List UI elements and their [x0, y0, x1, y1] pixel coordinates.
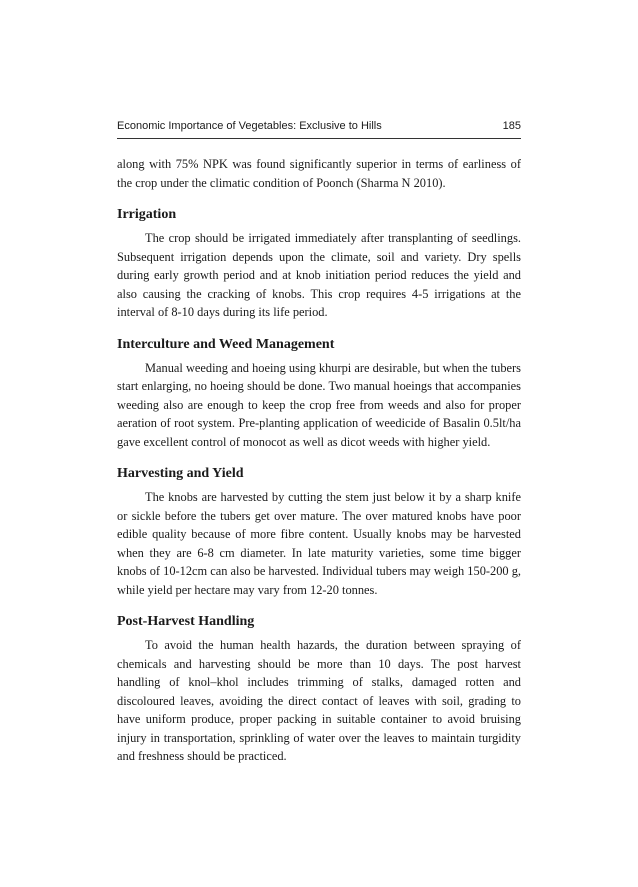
page-body: [117, 155, 521, 766]
irrigation-paragraph: The crop should be irrigated immediately after transplanting of seedlings. Subsequent irrigation depends upon the climate, soil and variety. Dry spells during early growth period and at knob initiation period reduces the yield and also causing the cracking of knobs. This crop requires 4-5 irrigations at the interval of 8-10 days during its life period.: [117, 231, 521, 319]
header-rule: [117, 138, 521, 139]
page-number: 185: [502, 120, 521, 132]
irrigation-heading: Irrigation: [117, 207, 177, 222]
interculture-paragraph: Manual weeding and hoeing using khurpi are desirable, but when the tubers start enlarging, no hoeing should be done. Two manual hoeings that accompanies weeding also are enough to keep the crop free from weeds and also for proper aeration of root system. Pre-planting application of weedicide of Basalin 0.5lt/ha gave excellent control of monocot as well as dicot weeds with higher yield.: [117, 360, 521, 449]
postharvest-paragraph: To avoid the human health hazards, the duration between spraying of chemicals and harvesting should be more than 10 days. The post harvest handling of knol–khol includes trimming of stalks, damaged rotten and discoloured leaves, avoiding the direct contact of leaves with soil, grading to have uniform produce, proper packing in suitable container to avoid bruising injury in transportation, sprinkling of water over the leaves to maintain turgidity and freshness should be practiced.: [117, 638, 521, 763]
running-header-title: Economic Importance of Vegetables: Exclusive to Hills: [117, 120, 382, 132]
intro-paragraph: along with 75% NPK was found significantly superior in terms of earliness of the crop under the climatic condition of Poonch (Sharma N 2010).: [117, 157, 521, 190]
running-header: [117, 120, 521, 133]
harvesting-paragraph: The knobs are harvested by cutting the stem just below it by a sharp knife or sickle before the tubers get over mature. The over matured knobs have poor edible quality because of more fibre content. Usually knobs may be harvested when they are 6-8 cm diameter. In late maturity varieties, some time bigger knobs of 10-12cm can also be harvested. Individual tubers may weigh 150-200 g, while yield per hectare may vary from 12-20 tonnes.: [117, 490, 521, 597]
postharvest-heading: Post-Harvest Handling: [117, 614, 255, 629]
interculture-heading: Interculture and Weed Management: [117, 336, 335, 352]
harvesting-heading: Harvesting and Yield: [117, 466, 244, 481]
